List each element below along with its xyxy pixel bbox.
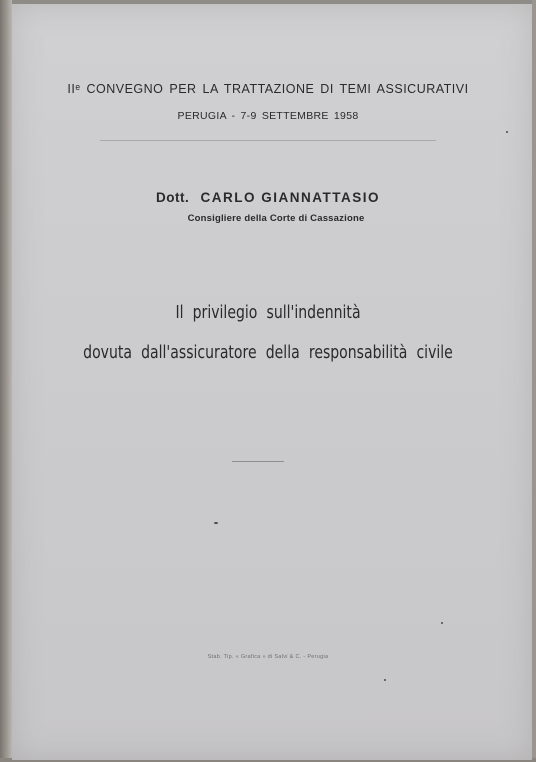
document-title-line1: Il privilegio sull'indennità bbox=[175, 302, 361, 323]
document-title-line2: dovuta dall'assicuratore della responsabilità civile bbox=[83, 342, 453, 363]
title-divider bbox=[232, 461, 284, 462]
place-date: PERUGIA - 7-9 SETTEMBRE 1958 bbox=[177, 110, 359, 122]
author-name: CARLO GIANNATTASIO bbox=[200, 190, 380, 205]
header-divider bbox=[100, 140, 436, 141]
author-line bbox=[0, 190, 536, 205]
paper-speck bbox=[214, 522, 218, 524]
author-prefix: Dott. bbox=[155, 190, 190, 205]
paper-speck bbox=[506, 131, 508, 133]
convention-heading: IIᵉ CONVEGNO PER LA TRATTAZIONE DI TEMI ASSICURATIVI bbox=[67, 82, 469, 96]
printer-imprint: Stab. Tip. « Grafica » di Salvi & C. - Perugia bbox=[207, 654, 329, 660]
paper-speck bbox=[441, 622, 443, 624]
author-role: Consigliere della Corte di Cassazione bbox=[187, 213, 365, 224]
paper-speck bbox=[384, 679, 386, 681]
